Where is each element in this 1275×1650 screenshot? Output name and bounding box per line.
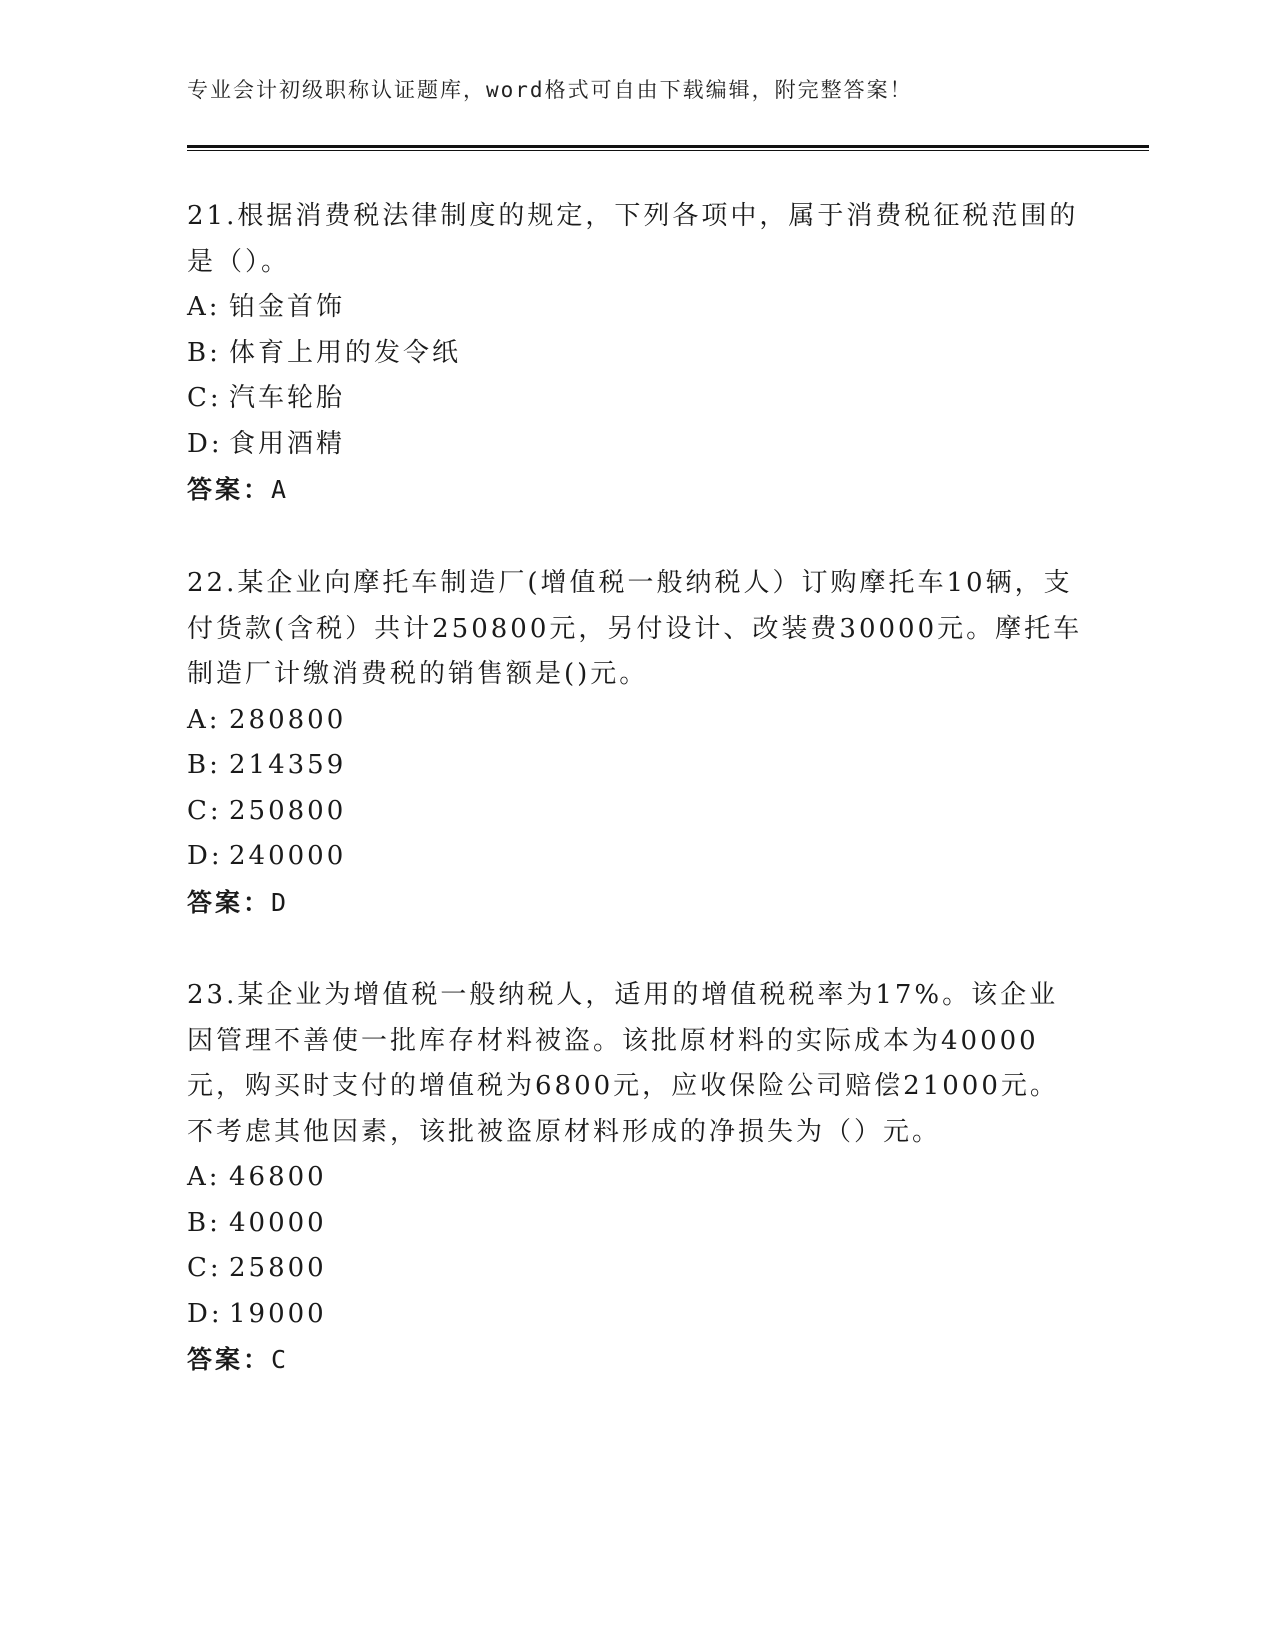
option-text: 40000: [229, 1207, 327, 1238]
question-text: 23.某企业为增值税一般纳税人，适用的增值税税率为17%。该企业因管理不善使一批库存材料被盗。该批原材料的实际成本为40000元，购买时支付的增值税为6800元，应收保险公司赔偿21000元。不考虑其他因素，该批被盗原材料形成的净损失为（）元。: [187, 980, 1059, 1147]
answer-label: 答案：: [187, 1345, 272, 1374]
option-b: [187, 743, 1087, 789]
option-d: [187, 1292, 1087, 1338]
header-rule-thick: [187, 145, 1149, 148]
option-d: [187, 834, 1087, 880]
option-text: 汽车轮胎: [229, 383, 346, 413]
option-letter: D:: [187, 1298, 223, 1329]
option-a: [187, 1155, 1087, 1201]
answer-label: 答案：: [187, 887, 272, 917]
question-23: [187, 973, 1087, 1383]
answer-line: [187, 880, 1087, 926]
question-21: [187, 194, 1087, 513]
option-c: [187, 376, 1087, 422]
question-text: 21.根据消费税法律制度的规定，下列各项中，属于消费税征税范围的是（）。: [187, 201, 1079, 277]
option-letter: C:: [187, 795, 222, 826]
option-letter: A:: [187, 1162, 221, 1192]
answer-value: D: [271, 887, 290, 917]
option-a: [187, 698, 1087, 744]
option-text: 19000: [229, 1298, 327, 1329]
question-text: 22.某企业向摩托车制造厂(增值税一般纳税人）订购摩托车10辆，支付货款(含税）共计250800元，另付设计、改装费30000元。摩托车制造厂计缴消费税的销售额是()元。: [187, 568, 1083, 689]
option-letter: B:: [187, 750, 221, 780]
option-c: [187, 1246, 1087, 1292]
option-text: 25800: [229, 1253, 327, 1283]
option-letter: B:: [187, 337, 221, 368]
option-text: 280800: [229, 704, 347, 735]
option-letter: C:: [187, 1253, 222, 1283]
option-d: [187, 422, 1087, 468]
option-b: [187, 1201, 1087, 1247]
option-letter: B:: [187, 1207, 221, 1238]
option-a: [187, 285, 1087, 331]
option-letter: A:: [187, 704, 221, 735]
page-header: 专业会计初级职称认证题库，word格式可自由下载编辑，附完整答案！: [187, 78, 913, 102]
option-b: [187, 331, 1087, 377]
header-rule-thin: [187, 150, 1149, 151]
option-letter: A:: [187, 292, 221, 322]
answer-line: [187, 467, 1087, 513]
answer-label: 答案：: [187, 475, 272, 504]
answer-value: A: [271, 475, 290, 504]
question-22: [187, 561, 1087, 925]
option-text: 食用酒精: [229, 428, 346, 459]
answer-line: [187, 1337, 1087, 1383]
option-text: 体育上用的发令纸: [229, 337, 462, 368]
option-text: 250800: [229, 795, 347, 826]
answer-value: C: [271, 1345, 290, 1374]
option-text: 46800: [229, 1162, 327, 1192]
option-c: [187, 789, 1087, 835]
option-letter: D:: [187, 841, 223, 871]
option-letter: C:: [187, 383, 222, 413]
option-letter: D:: [187, 428, 223, 459]
option-text: 240000: [229, 841, 347, 871]
option-text: 214359: [229, 750, 347, 780]
option-text: 铂金首饰: [229, 292, 346, 322]
